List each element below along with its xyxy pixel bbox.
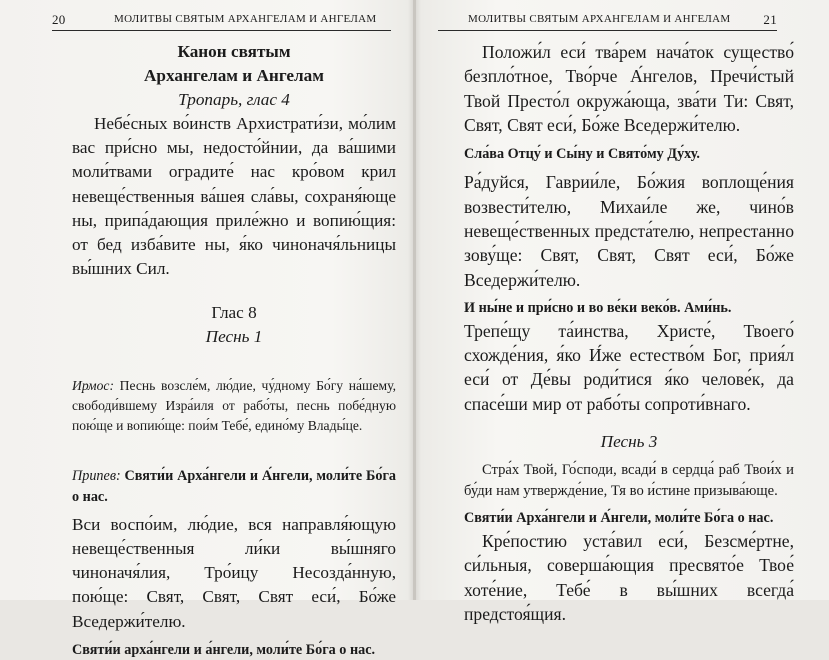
- right-page-body: [464, 40, 794, 626]
- left-header-rule: [52, 30, 391, 31]
- left-page: [0, 0, 413, 658]
- irmos3-text: Стра́х Твой, Го́споди, всади́ в сердца́ раб Твои́х и бу́ди нам утвержде́ние, Тя во и́стине призыва́юще.: [464, 462, 794, 500]
- verse-text: Вси воспо́им, лю́дие, вся направля́ющую невеще́ственныя ли́ки вы́шняго чиноначя́лия, Тро́ицу Несозда́нную, пою́ще: Свят, Свят, Свят еси́, Бо́же Вседержи́телю.: [72, 514, 396, 631]
- verse3-text: Кре́постию уста́вил еси́, Безсме́ртне, си́льныя, соверша́ющия пресвято́е Твое́ хоте́ние, Тебе́ в вы́шних всегда́ предстоя́щия.: [464, 530, 794, 624]
- now-line: И ны́не и при́сно и во ве́ки веко́в. Ами́нь.: [464, 300, 732, 317]
- refrain-text: Святи́и Арха́нгели и А́нгели, моли́те Бо́га о нас.: [72, 468, 396, 505]
- refrain-label: Припев:: [72, 468, 121, 485]
- right-header-rule: [438, 30, 777, 31]
- ode-heading: Песнь 1: [205, 327, 263, 347]
- glory-line: Сла́ва Отцу́ и Сы́ну и Свято́му Ду́ху.: [464, 145, 700, 162]
- verse1-text: Положи́л еси́ тва́рем нача́ток существо́ безпло́тное, Тво́рче А́нгелов, Пречи́стый Твой Престо́л окружа́юща, зва́ти Ти: Свят, Свят, Свят еси́, Бо́же Вседержи́телю.: [464, 42, 794, 136]
- right-running-header: [438, 12, 777, 30]
- left-running-header: [52, 12, 391, 30]
- tone-heading: Глас 8: [211, 303, 257, 323]
- right-page: [416, 0, 829, 624]
- troparion-heading: Тропарь, глас 4: [178, 90, 290, 109]
- irmos-text: Песнь возсле́м, лю́дие, чу́дному Бо́гу на́шему, свободи́вшему Изра́иля от рабо́ты, песнь побе́дную пою́ще и вопию́ще: пои́м Тебе́, едино́му Влады́це.: [72, 377, 396, 434]
- right-running-title: МОЛИТВЫ СВЯТЫМ АРХАНГЕЛАМ И АНГЕЛАМ: [468, 13, 731, 25]
- left-page-number: 20: [52, 12, 66, 27]
- left-page-body: [72, 40, 396, 660]
- ode3-heading: Песнь 3: [600, 432, 658, 452]
- refrain-paragraph: [72, 446, 396, 507]
- right-refrain-line: Святи́и Арха́нгели и А́нгели, моли́те Бо́га о нас.: [464, 510, 774, 527]
- irmos-paragraph: [72, 355, 396, 436]
- irmos-label: Ирмос:: [72, 377, 114, 393]
- refrain-line: Святи́и арха́нгели и а́нгели, моли́те Бо́га о нас.: [72, 641, 376, 658]
- canon-title: Канон святым Архангелам и Ангелам: [144, 42, 324, 85]
- troparion-text: Небе́сных во́инств Архистрати́зи, мо́лим вас при́сно мы, недосто́йнии, да ва́шими моли́твами оградите́ нас кро́вом крил невеще́ственныя ва́шея сла́вы, сохраня́юще ны, припа́дающия приле́жно и вопию́щия: от бед изба́вите ны, я́ко чиноначя́льницы вы́шних Сил.: [72, 114, 396, 279]
- left-running-title: МОЛИТВЫ СВЯТЫМ АРХАНГЕЛАМ И АНГЕЛАМ: [114, 13, 377, 25]
- verse2-text: Ра́дуйся, Гаврии́ле, Бо́жия воплоще́ния возвести́телю, Михаи́ле же, чино́в невеще́ственных предста́телю, непрестанно зову́ще: Свят, Свят, Свят еси́, Бо́же Вседержи́телю.: [464, 172, 794, 290]
- right-page-number: 21: [763, 12, 777, 27]
- theotokion-text: Трепе́щу та́инства, Христе́, Твоего́ схожде́ния, я́ко И́же естество́м Бог, прия́л еси́ от Де́вы роди́тися я́ко челове́к, да спасе́ши мир от рабо́ты сопроти́внаго.: [464, 320, 794, 414]
